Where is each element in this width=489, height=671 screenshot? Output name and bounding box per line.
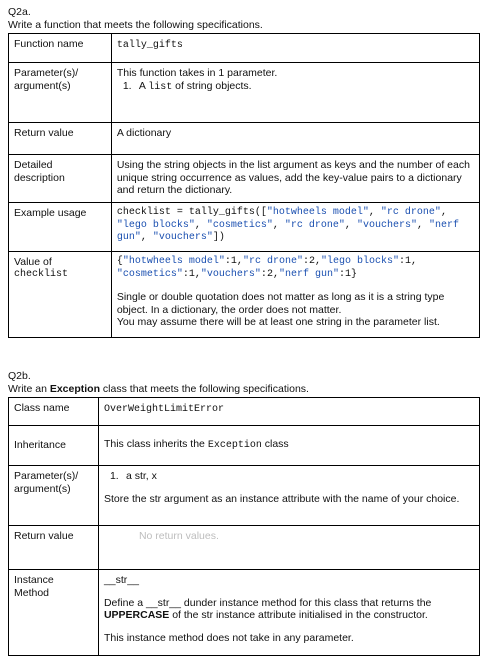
q2a-spec-table	[8, 33, 480, 338]
class-name-value: OverWeightLimitError	[98, 398, 479, 426]
return-value-label: Return value	[9, 123, 112, 155]
row-function-name	[9, 34, 480, 63]
q2b-intro: Write an Exception class that meets the following specifications.	[8, 383, 309, 395]
return-value: A dictionary	[111, 123, 479, 155]
function-name-value: tally_gifts	[111, 34, 479, 63]
parameter-item: 1. A list of string objects.	[122, 79, 252, 93]
quotation-note: Single or double quotation does not matter as long as it is a string type object. In a dictionary, the order does not matter.	[116, 291, 445, 316]
example-code: checklist = tally_gifts(["hotwheels model", "rc drone", "lego blocks", "cosmetics", "rc drone", "vouchers", "nerf gun", "vouchers"])	[111, 203, 479, 252]
method-note: This instance method does not take in any parameter.	[103, 631, 354, 644]
function-name-label: Function name	[9, 34, 112, 63]
class-name-label: Class name	[9, 398, 99, 426]
parameter-b-item: 1. a str, x	[109, 470, 157, 482]
parameters-b-value: 1. a str, x Store the str argument as an instance attribute with the name of your choice.	[98, 466, 479, 526]
instance-method-content	[98, 570, 479, 656]
row-return-value-b	[9, 526, 480, 570]
row-parameters	[9, 63, 480, 123]
row-class-name	[9, 398, 480, 426]
row-return-value	[9, 123, 480, 155]
row-value-of-checklist	[9, 252, 480, 338]
q2a-intro: Write a function that meets the following specifications.	[8, 19, 263, 31]
inheritance-label: Inheritance	[9, 426, 99, 466]
inheritance-value: This class inherits the Exception class	[98, 426, 479, 466]
row-parameters-b	[9, 466, 480, 526]
checklist-dict: {"hotwheels model":1,"rc drone":2,"lego blocks":1, "cosmetics":1,"vouchers":2,"nerf gun":1}	[116, 256, 418, 280]
parameters-value: This function takes in 1 parameter. 1. A list of string objects.	[111, 63, 479, 123]
value-of-content	[111, 252, 479, 338]
return-value-b: No return values.	[98, 526, 479, 570]
detailed-text: Using the string objects in the list argument as keys and the number of each unique string occurrence as values, add the key-value pairs to a dictionary and return the dictionary.	[111, 155, 479, 203]
row-example-usage	[9, 203, 480, 252]
row-inheritance	[9, 426, 480, 466]
method-definition: Define a __str__ dunder instance method for this class that returns the UPPERCASE of the str instance attribute initialised in the constructor.	[103, 596, 432, 621]
parameters-label: Parameter(s)/ argument(s)	[9, 63, 112, 123]
row-detailed-description	[9, 155, 480, 203]
row-instance-method	[9, 570, 480, 656]
q2b-spec-table	[8, 397, 480, 656]
value-of-label: Value of checklist	[9, 252, 112, 338]
method-name: __str__	[103, 574, 139, 586]
return-value-b-label: Return value	[9, 526, 99, 570]
assumption-note: You may assume there will be at least one string in the parameter list.	[116, 316, 440, 328]
instance-method-label: Instance Method	[9, 570, 99, 656]
detailed-label: Detailed description	[9, 155, 112, 203]
example-label: Example usage	[9, 203, 112, 252]
q2b-title: Q2b.	[8, 370, 31, 382]
parameters-b-label: Parameter(s)/ argument(s)	[9, 466, 99, 526]
q2a-title: Q2a.	[8, 6, 31, 18]
